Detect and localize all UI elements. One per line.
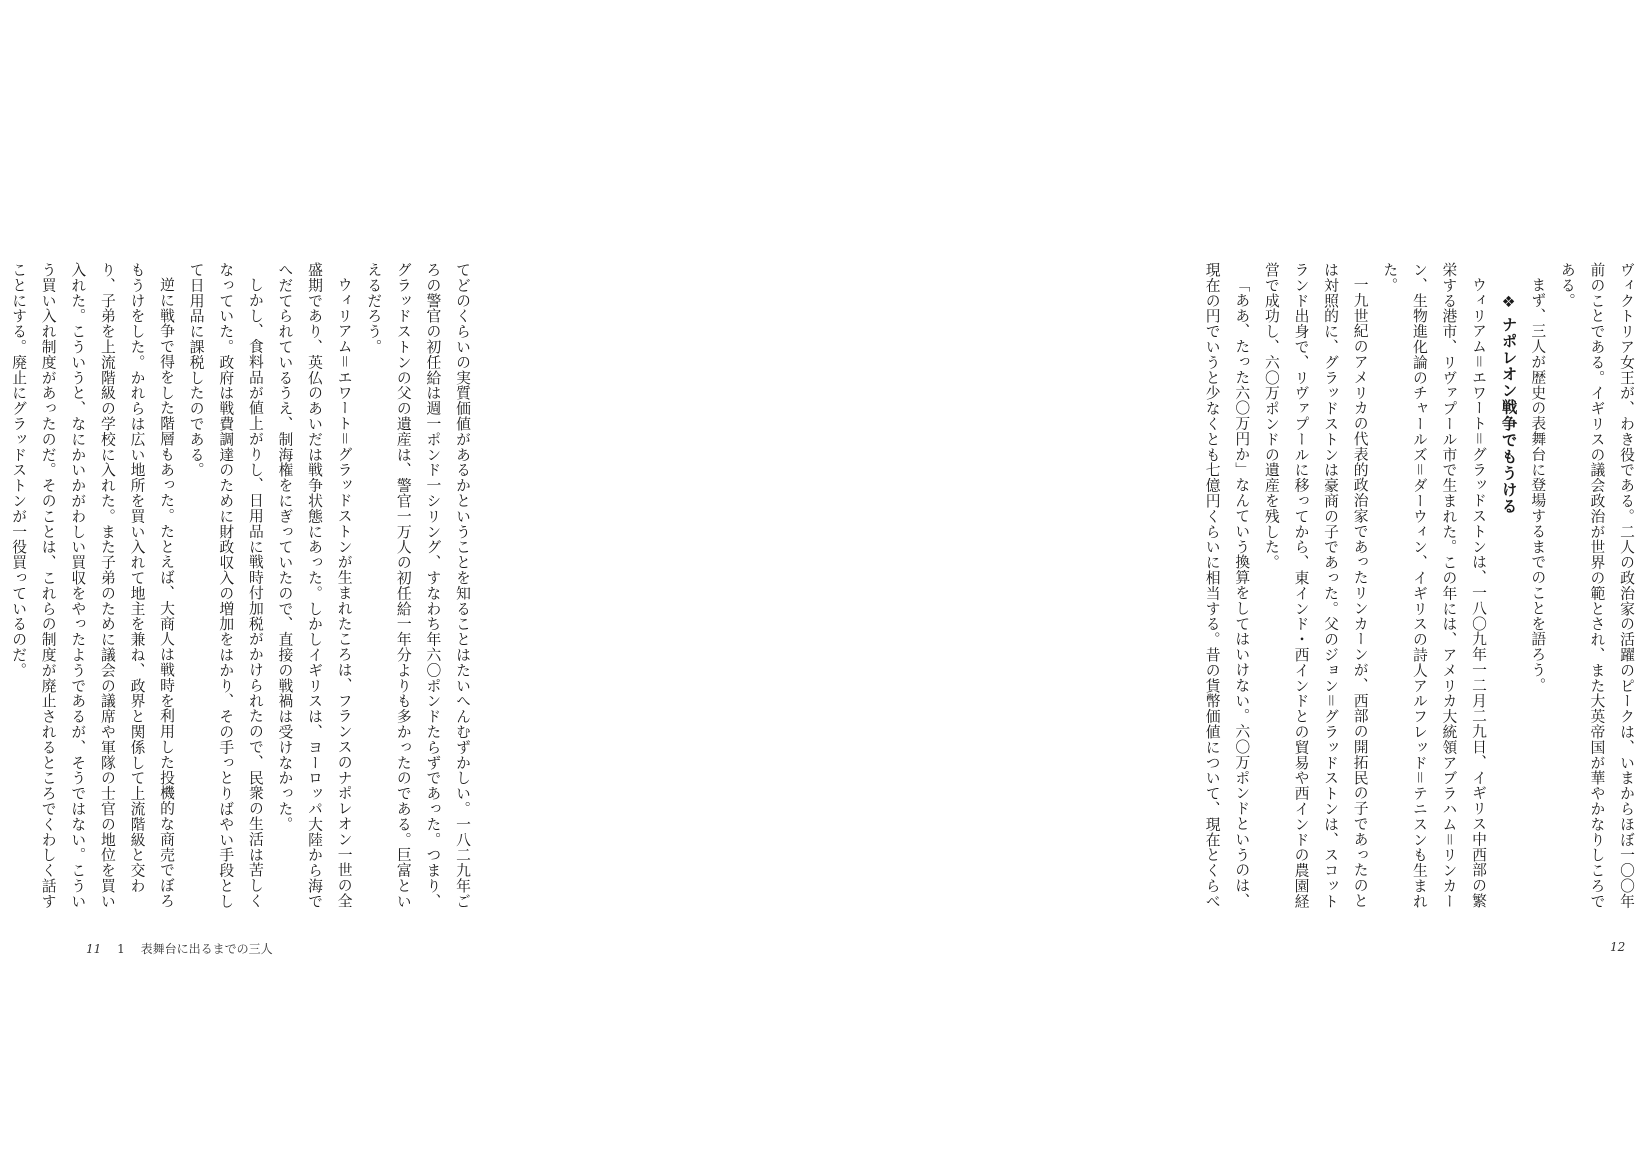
section-heading	[1493, 262, 1523, 922]
right-page-body-text	[1203, 262, 1641, 922]
paragraph: ヴィクトリア女王が、わき役である。二人の政治家の活躍のピークは、いまからほぼ一〇〇年前のことである。イギリスの議会政治が世界の範とされ、また大英帝国が華やかなりしころである。	[1558, 262, 1635, 909]
left-page-footer	[86, 940, 273, 957]
paragraph: 一九世紀のアメリカの代表的政治家であったリンカーンが、西部の開拓民の子であったのとは対照的に、グラッドストンは豪商の子であった。父のジョン＝グラッドストンは、スコットランド出身で、リヴァプールに移ってから、東インド・西インドとの貿易や西インドの農園経営で成功し、六〇万ポンドの遺産を残した。	[1262, 262, 1369, 909]
section-heading-text: ナポレオン戦争でもうける	[1499, 316, 1518, 514]
paragraph: まず、三人が歴史の表舞台に登場するまでのことを語ろう。	[1529, 276, 1547, 693]
left-page-body-text	[10, 262, 477, 922]
paragraph: ウィリアム＝エワート＝グラッドストンは、一八〇九年一二月二九日、イギリス中西部の繁栄する港市、リヴァプール市で生まれた。この年には、アメリカ大統領アブラハム＝リンカーン、生物進化論のチャールズ＝ダーウィン、イギリスの詩人アルフレッド＝テニスンも生まれた。	[1381, 262, 1488, 909]
paragraph: ウィリアム＝エワート＝グラッドストンが生まれたころは、フランスのナポレオン一世の全盛期であり、英仏のあいだは戦争状態にあった。しかしイギリスは、ヨーロッパ大陸から海でへだてられているうえ、制海権をにぎっていたので、直接の戦禍は受けなかった。	[276, 262, 353, 909]
left-page-number: 11	[86, 942, 102, 956]
right-page	[575, 0, 1635, 1150]
running-head-chapter-title: 表舞台に出るまでの三人	[140, 942, 273, 956]
paragraph: 逆に戦争で得をした階層もあった。たとえば、大商人は戦時を利用した投機的な商売でぼろもうけをした。かれらは広い地所を買い入れて地主を兼ね、政界と関係して上流階級と交わり、子弟を上流階級の学校に入れた。また子弟のために議会の議席や軍隊の士官の地位を買い入れた。こういうと、なにかいかがわしい買収をやったようであるが、そうではない。こういう買い入れ制度があったのだ。そのことは、これらの制度が廃止されるところでくわしく話すことにする。廃止にグラッドストンが一役買っているのだ。	[10, 262, 176, 909]
paragraph: てどのくらいの実質価値があるかということを知ることはたいへんむずかしい。一八二九年ごろの警官の初任給は週一ポンド一シリング、すなわち年六〇ポンドたらずであった。つまり、グラッドストンの父の遺産は、警官一万人の初任給一年分よりも多かったのである。巨富といえるだろう。	[365, 262, 471, 909]
heading-bullet-icon: ❖	[1499, 293, 1518, 312]
paragraph: 「ああ、たった六〇万円か」なんていう換算をしてはいけない。六〇万ポンドというのは、現在の円でいうと少なくとも七億円くらいに相当する。昔の貨幣価値について、現在とくらべ	[1203, 262, 1251, 909]
running-head-chapter-number: 1	[117, 942, 125, 956]
paragraph: しかし、食料品が値上がりし、日用品に戦時付加税がかけられたので、民衆の生活は苦しくなっていた。政府は戦費調達のために財政収入の増加をはかり、その手っとりばやい手段として日用品に課税したのである。	[187, 262, 264, 909]
right-page-number: 12	[1610, 940, 1626, 954]
left-page	[0, 0, 575, 1150]
